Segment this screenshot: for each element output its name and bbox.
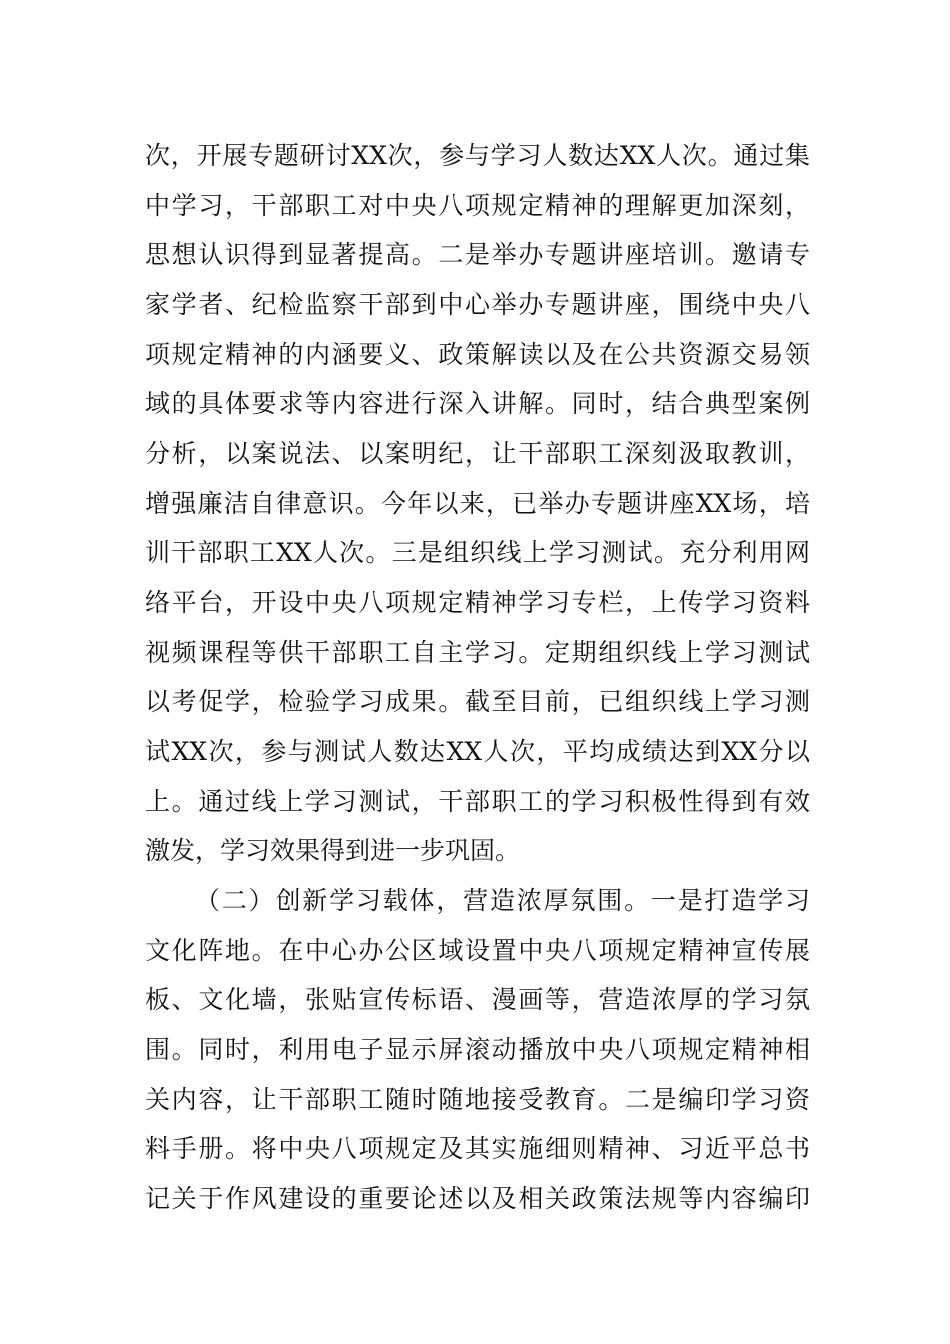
text-line: 思想认识得到显著提高。二是举办专题讲座培训。邀请专 (145, 240, 810, 269)
text-line: 家学者、纪检监察干部到中心举办专题讲座，围绕中央八 (145, 290, 810, 319)
text-line: 中学习，干部职工对中央八项规定精神的理解更加深刻， (145, 191, 810, 220)
text-line: 分析，以案说法、以案明纪，让干部职工深刻汲取教训， (145, 439, 810, 468)
text-line: 域的具体要求等内容进行深入讲解。同时，结合典型案例 (145, 389, 810, 418)
text-line: 围。同时，利用电子显示屏滚动播放中央八项规定精神相 (145, 1035, 810, 1064)
text-line: 以考促学，检验学习成果。截至目前，已组织线上学习测 (145, 687, 810, 716)
text-line: 项规定精神的内涵要义、政策解读以及在公共资源交易领 (145, 340, 810, 369)
text-line: 激发，学习效果得到进一步巩固。 (145, 836, 521, 865)
text-line: 视频课程等供干部职工自主学习。定期组织线上学习测试 (145, 638, 810, 667)
text-line: 记关于作风建设的重要论述以及相关政策法规等内容编印 (145, 1184, 810, 1213)
section-heading-line: （二）创新学习载体，营造浓厚氛围。一是打造学习 (195, 886, 810, 915)
text-line: 络平台，开设中央八项规定精神学习专栏，上传学习资料 (145, 588, 810, 617)
text-line: 料手册。将中央八项规定及其实施细则精神、习近平总书 (145, 1134, 810, 1163)
text-line: 板、文化墙，张贴宣传标语、漫画等，营造浓厚的学习氛 (145, 985, 810, 1014)
text-line: 训干部职工XX人次。三是组织线上学习测试。充分利用网 (145, 538, 810, 567)
text-line: 增强廉洁自律意识。今年以来，已举办专题讲座XX场，培 (145, 489, 810, 518)
text-line: 上。通过线上学习测试，干部职工的学习积极性得到有效 (145, 787, 810, 816)
text-line: 文化阵地。在中心办公区域设置中央八项规定精神宣传展 (145, 936, 810, 965)
text-line: 试XX次，参与测试人数达XX人次，平均成绩达到XX分以 (145, 737, 810, 766)
text-line: 关内容，让干部职工随时随地接受教育。二是编印学习资 (145, 1085, 810, 1114)
text-line: 次，开展专题研讨XX次，参与学习人数达XX人次。通过集 (145, 141, 810, 170)
